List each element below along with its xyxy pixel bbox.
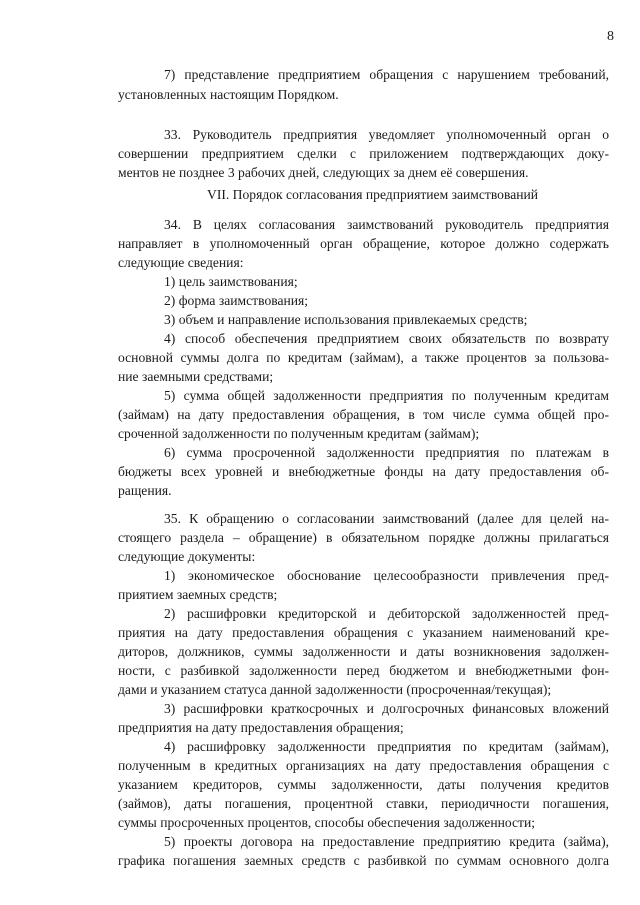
text-line: дами и указанием статуса данной задолженности (просроченная/текущая); (118, 682, 552, 697)
list-item: 3) объем и направление использования привлекаемых средств; (164, 312, 528, 327)
list-item: 5) сумма общей задолженности предприятия по полученным кредитам (164, 388, 609, 403)
text-line: направляет в уполномоченный орган обращение, которое должно содержать (118, 236, 609, 251)
list-item: 6) сумма просроченной задолженности предприятия по платежам в (164, 445, 609, 460)
text-line: стоящего раздела – обращение) в обязательном порядке должны прилагаться (118, 530, 609, 545)
list-item: 1) цель заимствования; (164, 274, 298, 289)
list-item: 1) экономическое обоснование целесообразности привлечения пред- (164, 568, 609, 583)
text-line: суммы просроченных процентов, способы обеспечения задолженности; (118, 815, 536, 830)
text-line: бюджеты всех уровней и внебюджетные фонды на дату предоставления об- (118, 464, 609, 479)
text-line: 7) представление предприятием обращения с нарушением требований, (164, 67, 609, 82)
text-line: (займов), даты погашения, процентной ставки, периодичности погашения, (118, 796, 609, 811)
text-line: графика погашения заемных средств с разбивкой по суммам основного долга (118, 853, 609, 868)
text-line: следующие документы: (118, 549, 256, 564)
text-line: приятием заемных средств; (118, 587, 278, 602)
text-line: 35. К обращению о согласовании заимствований (далее для целей на- (164, 511, 609, 526)
section-title: VII. Порядок согласования предприятием заимствований (207, 187, 539, 202)
text-line: основной суммы долга по кредитам (займам), а также процентов за пользова- (118, 350, 609, 365)
page-number: 8 (607, 29, 614, 44)
text-line: 33. Руководитель предприятия уведомляет уполномоченный орган о (164, 127, 609, 142)
text-line: приятия на дату предоставления обращения с указанием наименований кре- (118, 625, 609, 640)
list-item: 5) проекты договора на предоставление предприятию кредита (займа), (164, 834, 609, 849)
text-line: предприятия на дату предоставления обращения; (118, 720, 404, 735)
text-line: ментов не позднее 3 рабочих дней, следующих за днем её совершения. (118, 165, 529, 180)
text-line: диторов, должников, суммы задолженности и даты возникновения задолжен- (118, 644, 609, 659)
text-line: указанием кредиторов, суммы задолженности, даты получения кредитов (118, 777, 609, 792)
list-item: 2) форма заимствования; (164, 293, 309, 308)
text-line: полученным в кредитных организациях на дату предоставления обращения с (118, 758, 609, 773)
list-item: 4) способ обеспечения предприятием своих обязательств по возврату (164, 331, 609, 346)
text-line: ности, с разбивкой задолженности перед бюджетом и внебюджетными фон- (118, 663, 609, 678)
text-line: ращения. (118, 483, 172, 498)
text-line: следующие сведения: (118, 255, 244, 270)
text-line: сроченной задолженности по полученным кредитам (займам); (118, 426, 480, 441)
list-item: 2) расшифровки кредиторской и дебиторской задолженностей пред- (164, 606, 609, 621)
text-line: установленных настоящим Порядком. (118, 87, 339, 102)
list-item: 4) расшифровку задолженности предприятия по кредитам (займам), (164, 739, 609, 754)
list-item: 3) расшифровки краткосрочных и долгосрочных финансовых вложений (164, 701, 609, 716)
text-line: 34. В целях согласования заимствований руководитель предприятия (164, 217, 609, 232)
text-line: (займам) на дату предоставления обращения, в том числе сумма общей про- (118, 407, 609, 422)
text-line: ние заемными средствами; (118, 369, 274, 384)
text-line: совершении предприятием сделки с приложением подтверждающих доку- (118, 146, 609, 161)
